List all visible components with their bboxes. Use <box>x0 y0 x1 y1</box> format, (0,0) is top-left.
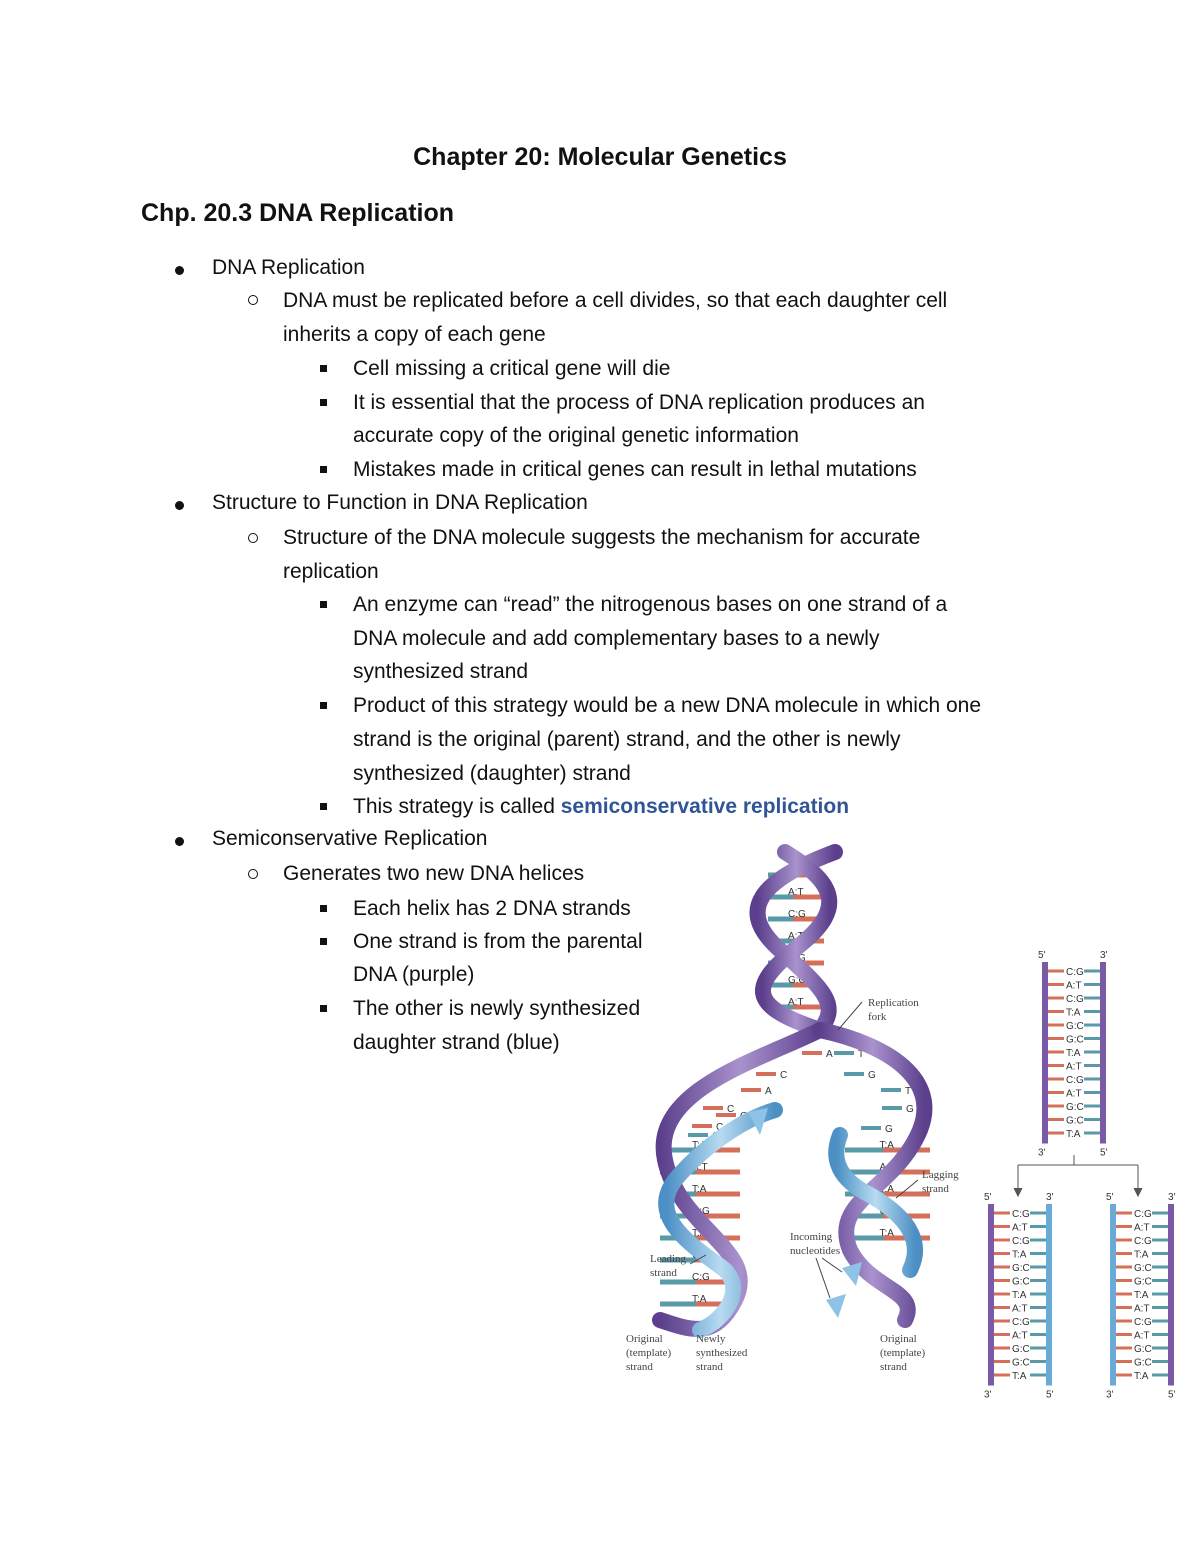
fork-base <box>741 1086 772 1097</box>
fork-base-letter: A <box>765 1086 772 1097</box>
base-pair-label: A:T <box>879 1162 896 1173</box>
fork-base-letter: C <box>780 1070 788 1081</box>
list-item: replication <box>283 560 379 583</box>
ladder-base-pair: A:T <box>1012 1222 1028 1234</box>
ladder-base-pair: G:C <box>1134 1344 1152 1355</box>
dna-ladder <box>984 1192 1054 1401</box>
fork-base-letter: C <box>716 1122 724 1133</box>
strand-end-label: 5' <box>1100 1147 1108 1159</box>
list-item: One strand is from the parental <box>353 930 643 953</box>
list-item: Structure to Function in DNA Replication <box>212 491 588 514</box>
base-pair-label: A:T <box>692 1162 708 1173</box>
section-heading: Chp. 20.3 DNA Replication <box>141 199 455 227</box>
page-title: Chapter 20: Molecular Genetics <box>413 143 787 171</box>
label-text: Lagging <box>922 1169 959 1181</box>
base-pair-label: C:G <box>692 1206 710 1217</box>
list-item: Product of this strategy would be a new DNA molecule in which one <box>353 694 982 717</box>
strand-end-label: 5' <box>1038 950 1046 961</box>
ladder-strand-left <box>988 1204 994 1386</box>
list-item: DNA Replication <box>212 256 365 279</box>
fork-base <box>881 1086 911 1097</box>
base-pair-label: T:A <box>692 1184 707 1195</box>
ladder-base-pair: C:G <box>1066 967 1084 978</box>
list-item: daughter strand (blue) <box>353 1031 560 1054</box>
fork-base-letter: C <box>727 1104 735 1115</box>
list-item: Structure of the DNA molecule suggests the mechanism for accurate <box>283 526 921 549</box>
ladder-base-pair: G:C <box>1134 1276 1152 1288</box>
ladder-base-pair: A:T <box>1134 1330 1150 1342</box>
ladder-base-pair: C:G <box>1012 1317 1030 1328</box>
list-item: The other is newly synthesized <box>353 997 641 1020</box>
list-item: DNA must be replicated before a cell divides, so that each daughter cell <box>283 289 948 312</box>
ladder-strand-right <box>1046 1204 1052 1386</box>
base-pair-label: C:G <box>788 909 806 920</box>
list-item-text: This strategy is called <box>353 795 561 818</box>
fork-base-letter: A <box>826 1049 833 1060</box>
ladder-base-pair: T:A <box>1012 1371 1027 1382</box>
ladder-base-pair: A:T <box>1134 1222 1150 1234</box>
base-pair-label: T:A <box>692 1228 707 1239</box>
ladder-base-pair: T:A <box>1066 1129 1081 1140</box>
list-item: An enzyme can “read” the nitrogenous bases on one strand of a <box>353 593 948 616</box>
list-item: Cell missing a critical gene will die <box>353 357 671 380</box>
ladder-base-pair: G:C <box>1066 1034 1084 1046</box>
fork-base <box>844 1070 876 1081</box>
strand-end-label: 3' <box>1100 950 1108 961</box>
label-text: strand <box>696 1361 723 1373</box>
list-item: synthesized (daughter) strand <box>353 762 631 785</box>
ladder-base-pair: A:T <box>1066 1088 1082 1100</box>
ladder-base-pair: T:A <box>1012 1249 1027 1261</box>
label-text: strand <box>922 1183 949 1195</box>
label-text: Original <box>880 1333 917 1345</box>
ladder-base-pair: T:A <box>1066 1007 1081 1019</box>
base-pair-label: C:G <box>788 865 806 876</box>
label-text: fork <box>868 1011 887 1023</box>
ladder-base-pair: C:G <box>1134 1209 1152 1220</box>
fork-base-letter: G <box>885 1124 893 1135</box>
fork-base-letter: G <box>868 1070 876 1081</box>
base-pair-label: G:C <box>788 975 806 986</box>
base-pair-label: T:A <box>879 1184 894 1195</box>
base-pair-label: T:A <box>879 1140 894 1151</box>
leader-line <box>816 1258 830 1298</box>
ladder-base-pair: T:A <box>1134 1371 1149 1382</box>
base-pair-label: T:A <box>879 1228 894 1239</box>
strand-end-label: 3' <box>1106 1389 1114 1401</box>
list-item: Semiconservative Replication <box>212 827 488 850</box>
base-pair-label: T:A <box>692 1140 707 1151</box>
strand-end-label: 5' <box>1106 1192 1114 1203</box>
label-text: (template) <box>626 1347 672 1359</box>
split-arrows <box>1014 1155 1142 1196</box>
base-pair-label: A:T <box>788 997 804 1008</box>
left-daughter-strand <box>666 1110 775 1330</box>
label-text: Leading <box>650 1253 687 1265</box>
ladder-base-pair: A:T <box>1066 1061 1082 1073</box>
strand-end-label: 3' <box>984 1389 992 1401</box>
ladder-base-pair: T:A <box>1066 1048 1081 1059</box>
list-item: Generates two new DNA helices <box>283 862 585 885</box>
nucleotide-fragment <box>842 1262 862 1286</box>
list-item: Each helix has 2 DNA strands <box>353 897 631 920</box>
strand-end-label: 5' <box>1168 1389 1176 1401</box>
ladder-base-pair: A:T <box>1012 1303 1028 1315</box>
strand-end-label: 3' <box>1168 1192 1176 1203</box>
ladder-base-pair: G:C <box>1066 1021 1084 1032</box>
strand-end-label: 5' <box>984 1192 992 1203</box>
fork-base-letter: T <box>858 1049 865 1060</box>
fork-base <box>756 1070 787 1081</box>
ladder-base-pair: C:G <box>1134 1236 1152 1247</box>
list-item: Mistakes made in critical genes can result in lethal mutations <box>353 458 917 481</box>
list-item: synthesized strand <box>353 660 529 683</box>
ladder-strand-left <box>1042 962 1048 1144</box>
ladder-base-pair: C:G <box>1012 1209 1030 1220</box>
label-text: Original <box>626 1333 663 1345</box>
ladder-base-pair: T:A <box>1012 1290 1027 1301</box>
fork-base-letter: T <box>905 1086 912 1097</box>
ladder-base-pair: G:C <box>1066 1102 1084 1113</box>
base-pair-label: T:A <box>692 1294 707 1305</box>
ladder-strand-right <box>1168 1204 1174 1386</box>
ladder-base-pair: G:C <box>1012 1276 1030 1288</box>
dna-ladder <box>1038 950 1108 1159</box>
label-text: strand <box>880 1361 907 1373</box>
list-item: DNA molecule and add complementary bases to a newly <box>353 627 880 650</box>
fork-base-letter: C <box>740 1111 748 1122</box>
ladder-base-pair: G:C <box>1012 1263 1030 1274</box>
highlight-term: semiconservative replication <box>560 795 850 818</box>
fork-base-letter: C <box>712 1131 720 1142</box>
fork-base-letter: G <box>906 1104 914 1115</box>
label-text: nucleotides <box>790 1245 841 1257</box>
ladder-base-pair: G:C <box>1066 1115 1084 1127</box>
strand-end-label: 3' <box>1038 1147 1046 1159</box>
ladder-base-pair: C:G <box>1066 994 1084 1005</box>
ladder-base-pair: G:C <box>1134 1357 1152 1369</box>
ladder-base-pair: G:C <box>1134 1263 1152 1274</box>
ladder-base-pair: T:A <box>1134 1290 1149 1301</box>
ladder-base-pair: C:G <box>1134 1317 1152 1328</box>
fork-base <box>802 1049 833 1060</box>
label-text: (template) <box>880 1347 926 1359</box>
strand-end-label: 3' <box>1046 1192 1054 1203</box>
list-item: inherits a copy of each gene <box>283 323 546 346</box>
label-text: synthesized <box>696 1347 748 1359</box>
base-pair-label: A:T <box>788 931 804 942</box>
label-text: Replication <box>868 997 919 1009</box>
ladder-base-pair: A:T <box>1066 980 1082 992</box>
base-pair-label: C:G <box>788 953 806 964</box>
ladder-base-pair: A:T <box>1012 1330 1028 1342</box>
base-pair-label: A:T <box>788 887 804 898</box>
fork-base <box>861 1124 893 1135</box>
label-text: strand <box>626 1361 653 1373</box>
ladder-base-pair: C:G <box>1012 1236 1030 1247</box>
ladder-base-pair: C:G <box>1066 1075 1084 1086</box>
list-item: DNA (purple) <box>353 963 475 986</box>
leader-line <box>838 1002 862 1030</box>
list-item: It is essential that the process of DNA replication produces an <box>353 391 925 414</box>
leader-line <box>822 1258 842 1272</box>
base-pair-label: C:G <box>879 1206 898 1217</box>
base-pair-label: G:C <box>692 1250 710 1261</box>
fork-base <box>882 1104 914 1115</box>
list-item: strand is the original (parent) strand, and the other is newly <box>353 728 901 751</box>
ladder-base-pair: G:C <box>1012 1344 1030 1355</box>
dna-ladder <box>1106 1192 1176 1401</box>
label-text: Incoming <box>790 1231 833 1243</box>
semiconservative-ladders <box>984 950 1176 1401</box>
ladder-base-pair: A:T <box>1134 1303 1150 1315</box>
fork-base <box>834 1049 864 1060</box>
ladder-strand-right <box>1100 962 1106 1144</box>
label-text: Newly <box>696 1333 726 1345</box>
list-item: accurate copy of the original genetic information <box>353 424 799 447</box>
strand-end-label: 5' <box>1046 1389 1054 1401</box>
label-text: strand <box>650 1267 677 1279</box>
ladder-base-pair: T:A <box>1134 1249 1149 1261</box>
ladder-strand-left <box>1110 1204 1116 1386</box>
ladder-base-pair: G:C <box>1012 1357 1030 1369</box>
base-pair-label: C:G <box>692 1272 710 1283</box>
nucleotide-fragment <box>826 1294 846 1318</box>
